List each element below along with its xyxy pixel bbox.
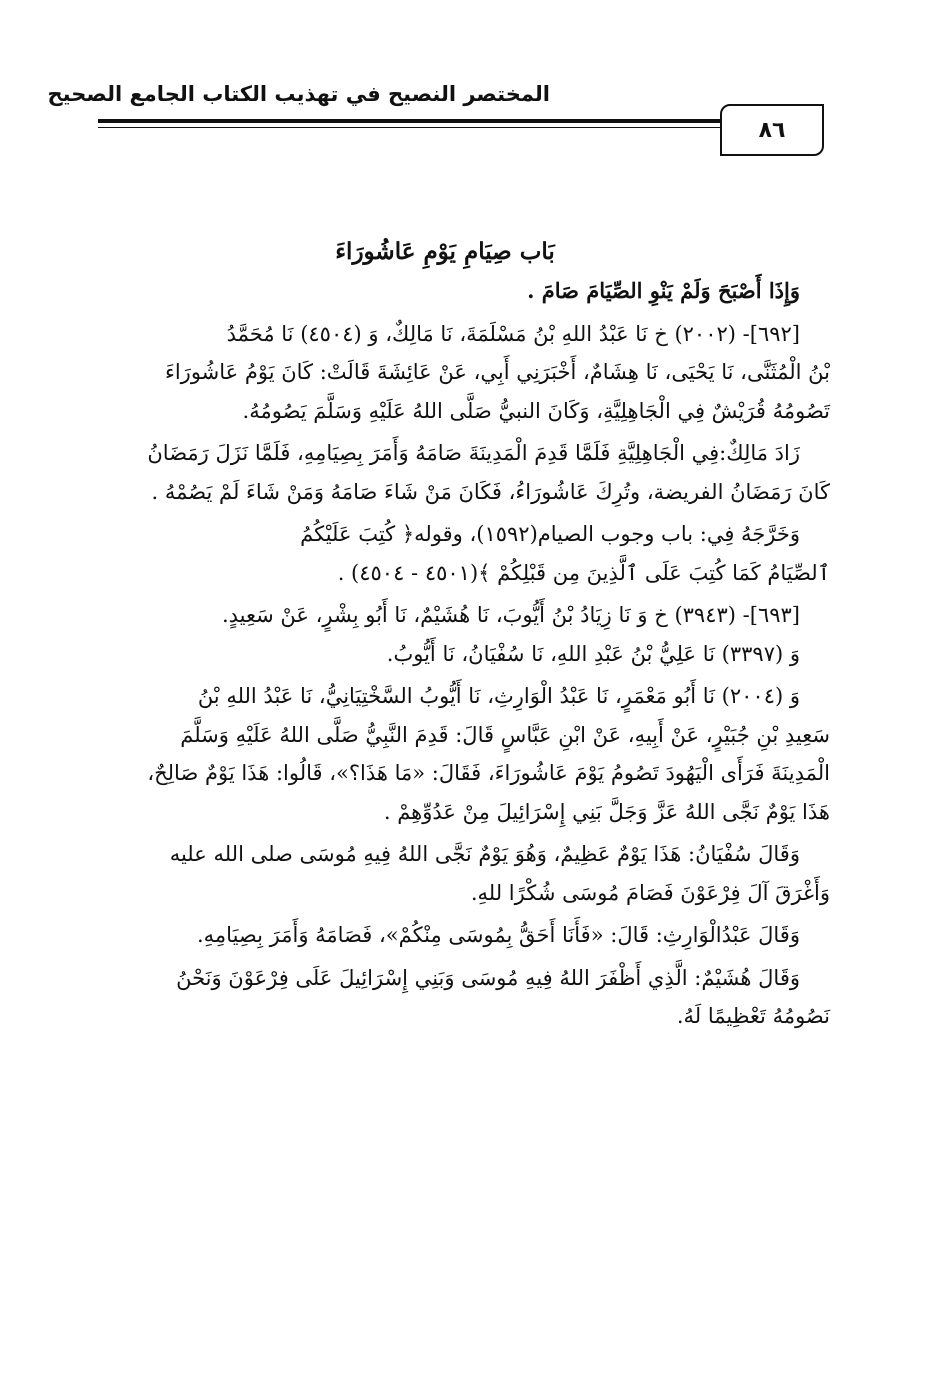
hadith-line: وَقَالَ عَبْدُالْوَارِثِ: قَالَ: «فَأَنَا أَحَقُّ بِمُوسَى مِنْكُمْ»، فَصَامَهُ وَأَمَرَ بِصِيَامِهِ. — [197, 923, 800, 947]
hadith-line: هَذَا يَوْمٌ نَجَّى اللهُ عَزَّ وَجَلَّ بَنِي إِسْرَائِيلَ مِنْ عَدُوِّهِمْ . — [383, 799, 830, 824]
hadith-line: وَ (٣٣٩٧) نَا عَلِيُّ بْنُ عَبْدِ اللهِ، نَا سُفْيَانُ، نَا أَيُّوبُ. — [386, 641, 800, 666]
chapter-subtitle-line: وَإِذَا أَصْبَحَ وَلَمْ يَنْوِ الصِّيَامَ صَامَ . — [527, 278, 800, 303]
running-title: المختصر النصيح في تهذيب الكتاب الجامع الصحيح — [47, 82, 550, 106]
hadith-line: ٱلصِّيَامُ كَمَا كُتِبَ عَلَى ٱلَّذِينَ مِن قَبْلِكُمْ ﴾(٤٥٠١ - ٤٥٠٤) . — [337, 560, 830, 585]
page-body — [100, 232, 830, 1036]
hadith-line: كَانَ رَمَضَانُ الفريضة، وتُرِكَ عَاشُورَاءُ، فَكَانَ مَنْ شَاءَ صَامَهُ وَمَنْ شَاءَ لَمْ يَصُمْهُ . — [151, 479, 830, 504]
hadith-line: وَقَالَ هُشَيْمٌ: الَّذِي أَظْفَرَ اللهُ فِيهِ مُوسَى وَبَنِي إِسْرَائِيلَ عَلَى فِرْعَوْنَ وَنَحْنُ — [176, 965, 800, 990]
header-rule — [98, 119, 720, 123]
hadith-line: زَادَ مَالِكٌ:فِي الْجَاهِلِيَّةِ فَلَمَّا قَدِمَ الْمَدِينَةَ صَامَهُ وَأَمَرَ بِصِيَامِهِ، فَلَمَّا نَزَلَ رَمَضَانُ — [147, 441, 800, 465]
hadith-line: [٦٩٢]- (٢٠٠٢) خ نَا عَبْدُ اللهِ بْنُ مَسْلَمَةَ، نَا مَالِكٌ، وَ (٤٥٠٤) نَا مُحَمَّدُ — [226, 321, 800, 346]
hadith-line: تَصُومُهُ قُرَيْشٌ فِي الْجَاهِلِيَّةِ، وَكَانَ النبيُّ صَلَّى اللهُ عَلَيْهِ وَسَلَّمَ يَصُومُهُ. — [242, 398, 830, 423]
hadith-line: بْنُ الْمُثَنَّى، نَا يَحْيَى، نَا هِشَامٌ، أَخْبَرَنِي أَبِي، عَنْ عَائِشَةَ قَالَتْ: كَانَ يَوْمُ عَاشُورَاءَ — [164, 360, 830, 384]
hadith-line: سَعِيدِ بْنِ جُبَيْرٍ، عَنْ أَبِيهِ، عَنْ ابْنِ عَبَّاسٍ قَالَ: قَدِمَ النَّبِيُّ صَلَّى اللهُ عَلَيْهِ وَسَلَّمَ — [180, 722, 830, 747]
hadith-line: الْمَدِينَةَ فَرَأَى الْيَهُودَ تَصُومُ يَوْمَ عَاشُورَاءَ، فَقَالَ: «مَا هَذَا؟»، قَالُوا: هَذَا يَوْمٌ صَالِحٌ، — [147, 761, 830, 785]
hadith-line: وَخَرَّجَهُ فِي: باب وجوب الصيام(١٥٩٢)، وقوله﴿ كُتِبَ عَلَيْكُمُ — [300, 522, 800, 546]
hadith-line: وَأَغْرَقَ آلَ فِرْعَوْنَ فَصَامَ مُوسَى شُكْرًا للهِ. — [470, 880, 830, 905]
hadith-line: [٦٩٣]- (٣٩٤٣) خ وَ نَا زِيَادُ بْنُ أَيُّوبَ، نَا هُشَيْمٌ، نَا أَبُو بِشْرٍ، عَنْ سَعِيدٍ. — [221, 603, 800, 627]
chapter-title: بَاب صِيَامِ يَوْمِ عَاشُورَاءَ — [335, 238, 555, 265]
hadith-line: وَ (٢٠٠٤) نَا أَبُو مَعْمَرٍ، نَا عَبْدُ الْوَارِثِ، نَا أَيُّوبُ السَّخْتِيَانِيُّ، نَا عَبْدُ اللهِ بْنُ — [197, 684, 800, 708]
header-rule-thin — [98, 127, 720, 128]
hadith-line: وَقَالَ سُفْيَانُ: هَذَا يَوْمٌ عَظِيمٌ، وَهُوَ يَوْمٌ نَجَّى اللهُ فِيهِ مُوسَى صلى الله عليه — [169, 842, 800, 866]
hadith-line: نَصُومُهُ تَعْظِيمًا لَهُ. — [676, 1004, 830, 1028]
page-number: ٨٦ — [720, 104, 824, 156]
